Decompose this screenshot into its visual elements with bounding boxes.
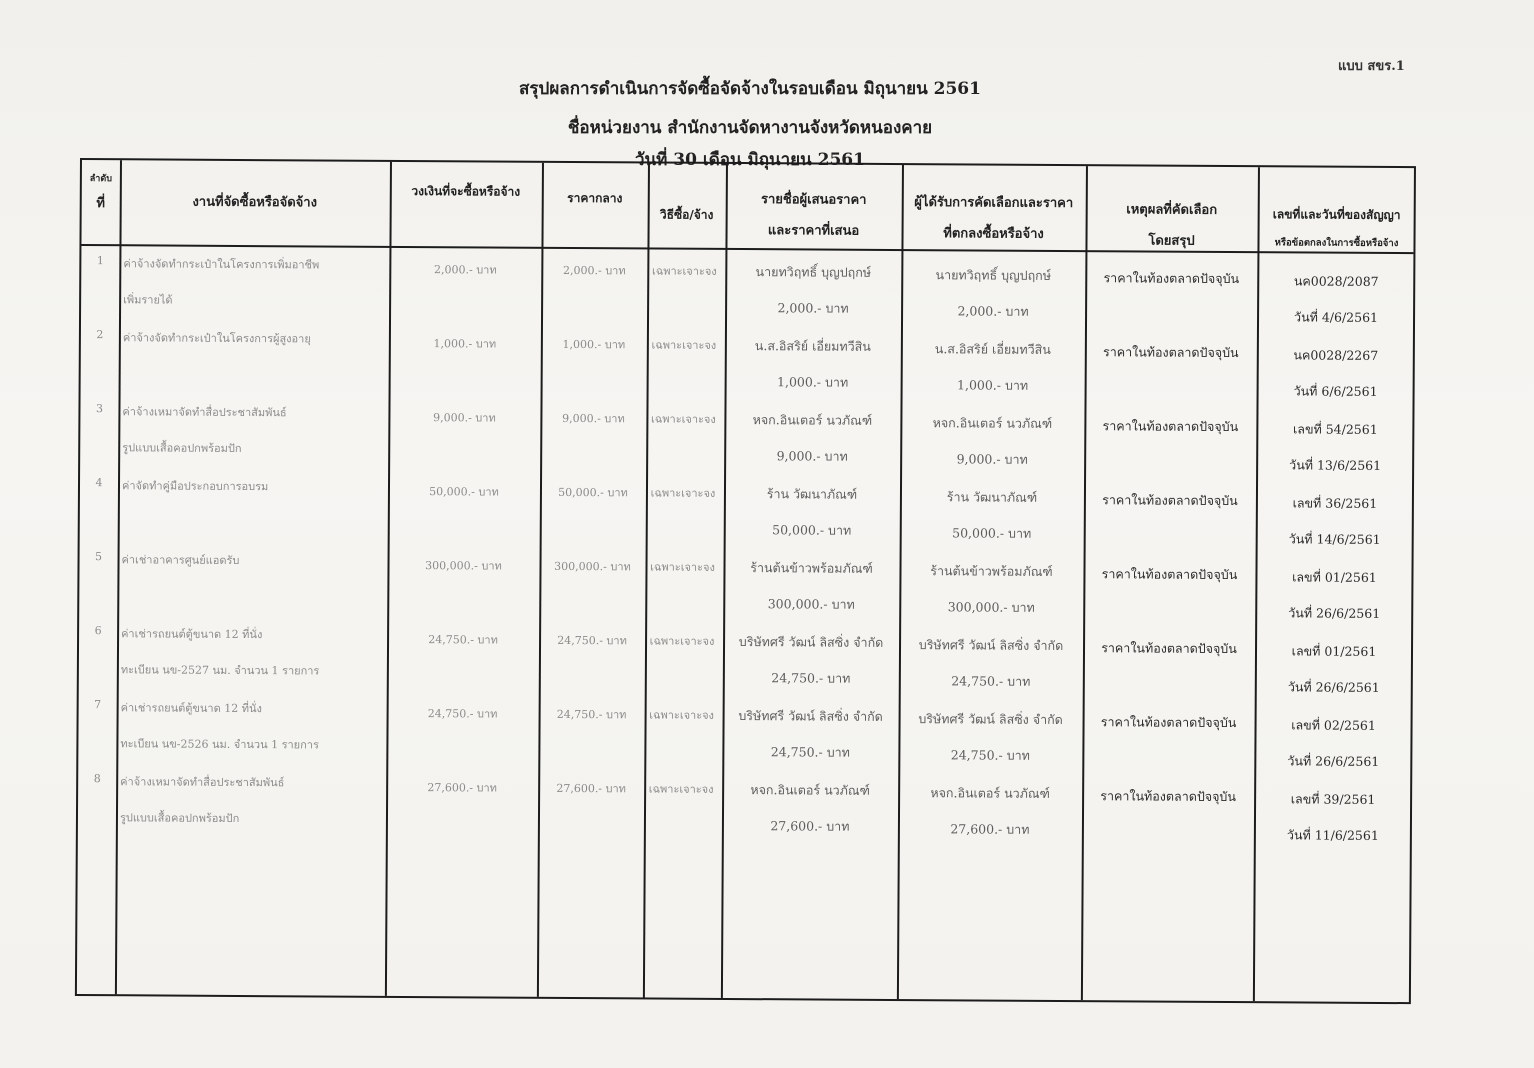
item-detail <box>123 364 389 366</box>
selection-reason: ราคาในท้องตลาดปัจจุบัน <box>1100 714 1237 731</box>
contract-date: วันที่ 13/6/2561 <box>1289 457 1382 473</box>
row-number: 3 <box>95 402 104 416</box>
form-code: แบบ สขร.1 <box>1338 59 1405 74</box>
contract-date: วันที่ 26/6/2561 <box>1287 679 1380 695</box>
selection-reason: ราคาในท้องตลาดปัจจุบัน <box>1103 270 1240 287</box>
winner-price: 27,600.- บาท <box>950 821 1030 837</box>
header-contract-line2: หรือข้อตกลงในการซื้อหรือจ้าง <box>1274 236 1399 249</box>
budget-value: 300,000.- บาท <box>425 559 502 573</box>
item-detail: ทะเบียน นข-2527 นม. จำนวน 1 รายการ <box>120 663 320 678</box>
contract-number: เลขที่ 01/2561 <box>1291 643 1377 659</box>
row-number: 6 <box>94 624 102 638</box>
procurement-method: เฉพาะเจาะจง <box>651 264 717 278</box>
budget-value: 24,750.- บาท <box>427 707 498 721</box>
header-method: วิธีซื้อ/จ้าง <box>659 207 714 222</box>
winner-price: 50,000.- บาท <box>952 525 1032 541</box>
procurement-method: เฉพาะเจาะจง <box>650 486 716 500</box>
item-name: ค่าจัดทำคู่มือประกอบการอบรม <box>121 479 269 494</box>
budget-value: 24,750.- บาท <box>428 633 498 647</box>
item-detail <box>121 586 387 588</box>
budget-value: 2,000.- บาท <box>433 263 497 277</box>
contract-number: เลขที่ 01/2561 <box>1292 569 1377 585</box>
bidder-name: หจก.อินเตอร์ นวภัณฑ์ <box>752 412 873 428</box>
contract-date: วันที่ 14/6/2561 <box>1288 531 1381 547</box>
winner-name: น.ส.อิสริย์ เอี่ยมทวีสิน <box>934 341 1051 357</box>
contract-number: เลขที่ 02/2561 <box>1291 717 1376 733</box>
item-name: ค่าจ้างเหมาจัดทำสื่อประชาสัมพันธ์ <box>120 775 285 790</box>
median-price-value: 9,000.- บาท <box>562 411 625 426</box>
row-number: 4 <box>95 476 103 490</box>
procurement-method: เฉพาะเจาะจง <box>649 708 714 722</box>
winner-price: 1,000.- บาท <box>957 377 1029 393</box>
item-name: ค่าจ้างเหมาจัดทำสื่อประชาสัมพันธ์ <box>122 405 287 420</box>
selection-reason: ราคาในท้องตลาดปัจจุบัน <box>1100 788 1236 805</box>
median-price-value: 300,000.- บาท <box>554 559 631 574</box>
header-no-line2: ที่ <box>96 195 106 211</box>
column-divider <box>721 164 728 998</box>
header-contract <box>1257 207 1415 250</box>
winner-price: 300,000.- บาท <box>947 599 1035 615</box>
contract-date: วันที่ 26/6/2561 <box>1287 753 1380 769</box>
header-contract-line1: เลขที่และวันที่ของสัญญา <box>1272 207 1401 223</box>
column-divider <box>897 165 904 999</box>
bidder-price: 2,000.- บาท <box>777 300 849 316</box>
row-number: 5 <box>95 550 103 564</box>
winner-name: นายทวิฤทธิ์ บุญปฤกษ์ <box>935 267 1052 283</box>
median-price-value: 24,750.- บาท <box>557 633 627 648</box>
budget-value: 1,000.- บาท <box>433 337 497 351</box>
item-detail: ทะเบียน นข-2526 นม. จำนวน 1 รายการ <box>120 737 319 752</box>
column-divider <box>537 163 544 997</box>
selection-reason: ราคาในท้องตลาดปัจจุบัน <box>1102 418 1239 435</box>
winner-price: 2,000.- บาท <box>957 303 1029 319</box>
median-price-value: 24,750.- บาท <box>556 707 627 722</box>
contract-date: วันที่ 11/6/2561 <box>1286 827 1379 843</box>
bidder-name: บริษัทศรี วัฒน์ ลิสซิ่ง จำกัด <box>738 708 883 724</box>
item-detail: รูปแบบเสื้อคอปกพร้อมปัก <box>119 811 240 825</box>
header-bidders <box>726 192 902 241</box>
header-reason-line2: โดยสรุป <box>1148 233 1195 249</box>
bidder-price: 1,000.- บาท <box>777 374 849 390</box>
contract-number: เลขที่ 39/2561 <box>1290 791 1376 807</box>
bidder-name: หจก.อินเตอร์ นวภัณฑ์ <box>750 782 870 798</box>
column-divider <box>385 162 392 996</box>
header-bidders-line2: และราคาที่เสนอ <box>767 223 860 239</box>
winner-name: ร้าน วัฒนาภัณฑ์ <box>946 489 1038 505</box>
bidder-price: 27,600.- บาท <box>770 818 850 834</box>
winner-name: หจก.อินเตอร์ นวภัณฑ์ <box>930 785 1050 801</box>
header-winner <box>901 195 1085 244</box>
contract-number: เลขที่ 54/2561 <box>1293 421 1378 437</box>
median-price-value: 27,600.- บาท <box>556 781 626 796</box>
median-price-value: 50,000.- บาท <box>558 485 628 500</box>
procurement-method: เฉพาะเจาะจง <box>651 412 716 426</box>
row-number: 7 <box>94 698 102 712</box>
winner-name: ร้านต้นข้าวพร้อมภัณฑ์ <box>930 563 1053 579</box>
item-name: ค่าเช่ารถยนต์ตู้ขนาด 12 ที่นั่ง <box>121 627 263 642</box>
contract-date: วันที่ 26/6/2561 <box>1288 605 1381 621</box>
header-reason-line1: เหตุผลที่คัดเลือก <box>1126 202 1218 218</box>
procurement-method: เฉพาะเจาะจง <box>648 782 714 796</box>
bidder-name: ร้านต้นข้าวพร้อมภัณฑ์ <box>750 560 873 576</box>
budget-value: 50,000.- บาท <box>429 485 499 499</box>
bidder-name: บริษัทศรี วัฒน์ ลิสซิ่ง จำกัด <box>738 634 884 650</box>
bidder-name: ร้าน วัฒนาภัณฑ์ <box>766 486 858 502</box>
header-budget: วงเงินที่จะซื้อหรือจ้าง <box>411 184 521 199</box>
item-detail <box>122 512 388 514</box>
procurement-method: เฉพาะเจาะจง <box>650 560 715 574</box>
row-number: 2 <box>96 328 104 342</box>
document-title: สรุปผลการดำเนินการจัดซื้อจัดจ้างในรอบเดือน มิถุนายน 2561 <box>519 79 981 99</box>
column-divider <box>643 163 650 997</box>
header-bidders-line1: รายชื่อผู้เสนอราคา <box>760 192 867 208</box>
item-name: ค่าเช่าอาคารศูนย์แอดรับ <box>121 553 240 567</box>
budget-value: 9,000.- บาท <box>433 411 496 425</box>
selection-reason: ราคาในท้องตลาดปัจจุบัน <box>1101 566 1238 583</box>
winner-name: บริษัทศรี วัฒน์ ลิสซิ่ง จำกัด <box>918 711 1063 728</box>
bidder-price: 9,000.- บาท <box>776 448 848 464</box>
procurement-method: เฉพาะเจาะจง <box>651 338 717 352</box>
header-item: งานที่จัดซื้อหรือจัดจ้าง <box>192 194 318 211</box>
header-winner-line1: ผู้ได้รับการคัดเลือกและราคา <box>914 195 1074 212</box>
bidder-price: 24,750.- บาท <box>771 670 851 686</box>
contract-number: นค0028/2267 <box>1293 347 1379 363</box>
item-name: ค่าเช่ารถยนต์ตู้ขนาด 12 ที่นั่ง <box>120 701 262 716</box>
selection-reason: ราคาในท้องตลาดปัจจุบัน <box>1101 640 1237 657</box>
column-divider <box>115 160 122 994</box>
item-detail: เพิ่มรายได้ <box>123 293 173 307</box>
bidder-name: น.ส.อิสริย์ เอี่ยมทวีสิน <box>754 338 871 354</box>
bidder-price: 50,000.- บาท <box>772 522 852 538</box>
procurement-table <box>75 158 1416 1004</box>
header-winner-line2: ที่ตกลงซื้อหรือจ้าง <box>943 226 1044 242</box>
header-no-line1: ลำดับ <box>89 174 112 185</box>
row-number: 8 <box>93 772 101 786</box>
contract-date: วันที่ 4/6/2561 <box>1294 309 1379 325</box>
item-name: ค่าจ้างจัดทำกระเป๋าในโครงการผู้สูงอายุ <box>122 331 311 346</box>
median-price-value: 2,000.- บาท <box>562 263 626 278</box>
winner-price: 9,000.- บาท <box>956 451 1028 467</box>
winner-name: บริษัทศรี วัฒน์ ลิสซิ่ง จำกัด <box>918 637 1064 654</box>
document-date: วันที่ 30 เดือน มิถุนายน 2561 <box>635 150 865 170</box>
procurement-method: เฉพาะเจาะจง <box>649 634 715 648</box>
winner-name: หจก.อินเตอร์ นวภัณฑ์ <box>932 415 1053 431</box>
contract-date: วันที่ 6/6/2561 <box>1293 383 1378 399</box>
selection-reason: ราคาในท้องตลาดปัจจุบัน <box>1102 492 1238 509</box>
winner-price: 24,750.- บาท <box>950 747 1030 763</box>
bidder-price: 300,000.- บาท <box>767 596 855 612</box>
row-number: 1 <box>96 254 104 268</box>
winner-price: 24,750.- บาท <box>951 673 1031 689</box>
agency-name: ชื่อหน่วยงาน สำนักงานจัดหางานจังหวัดหนองคาย <box>567 118 933 138</box>
median-price-value: 1,000.- บาท <box>562 337 626 352</box>
budget-value: 27,600.- บาท <box>427 781 497 795</box>
contract-number: นค0028/2087 <box>1293 273 1379 289</box>
item-name: ค่าจ้างจัดทำกระเป๋าในโครงการเพิ่มอาชีพ <box>123 257 320 272</box>
header-median-price: ราคากลาง <box>567 190 623 206</box>
selection-reason: ราคาในท้องตลาดปัจจุบัน <box>1102 344 1239 361</box>
header-reason <box>1085 202 1257 251</box>
contract-number: เลขที่ 36/2561 <box>1292 495 1378 511</box>
header-no <box>82 174 120 213</box>
bidder-name: นายทวิฤทธิ์ บุญปฤกษ์ <box>755 264 872 280</box>
item-detail: รูปแบบเสื้อคอปกพร้อมปัก <box>122 441 242 455</box>
bidder-price: 24,750.- บาท <box>770 744 850 760</box>
